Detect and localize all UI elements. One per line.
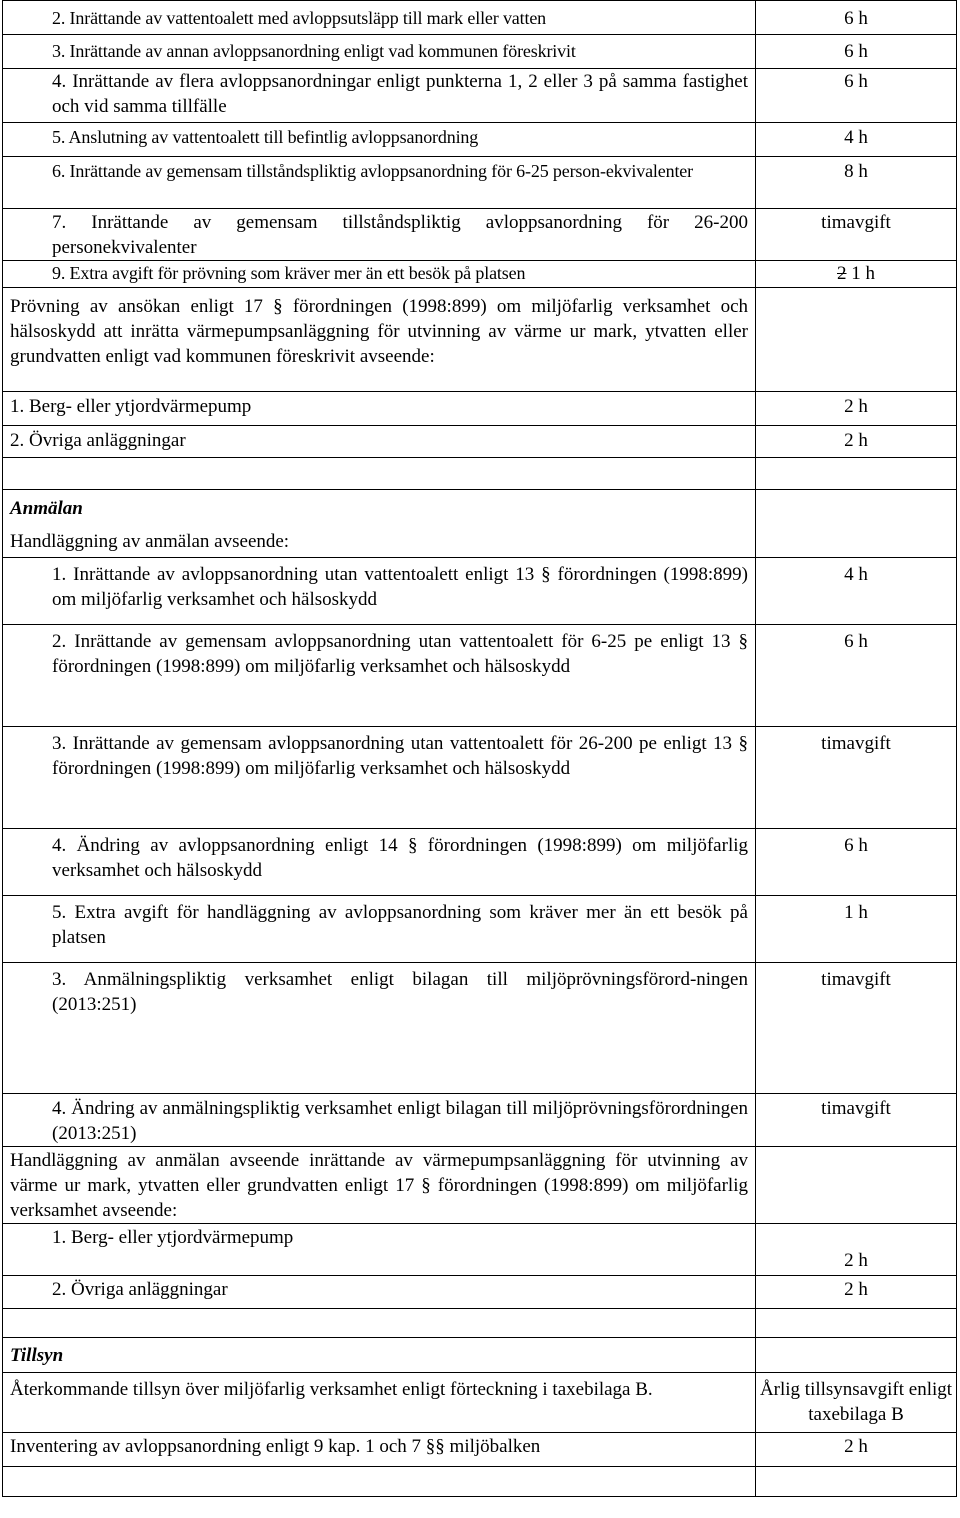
table-row <box>3 261 957 288</box>
row-text: 7. Inrättande av gemensam tillståndspliktig avloppsanordning för 26-200 personekvivalenter <box>3 209 756 261</box>
heat-permit-intro: Prövning av ansökan enligt 17 § förordningen (1998:899) om miljöfarlig verksamhet och hälsoskydd att inrätta värmepumpsanläggning för utvinning av värme ur mark, ytvatten eller grundvatten enligt vad kommunen föreskrivit avseende: <box>3 288 756 392</box>
row-value: 6 h <box>756 35 957 69</box>
row-value: 6 h <box>756 69 957 123</box>
section-subheading: Handläggning av anmälan avseende: <box>10 531 290 552</box>
row-value: Årlig tillsynsavgift enligt taxebilaga B <box>756 1373 957 1433</box>
table-row <box>3 1 957 35</box>
tillsyn-header <box>3 1338 756 1373</box>
struck-value: 2 <box>837 263 847 284</box>
table-row <box>3 426 957 458</box>
table-row <box>3 1147 957 1224</box>
table-row <box>3 1276 957 1309</box>
row-value: 6 h <box>756 1 957 35</box>
table-row <box>3 829 957 896</box>
row-value: 2 h <box>756 426 957 458</box>
row-text: 5. Extra avgift för handläggning av avloppsanordning som kräver mer än ett besök på platsen <box>3 896 756 963</box>
row-text: 9. Extra avgift för prövning som kräver mer än ett besök på platsen <box>3 261 756 288</box>
table-row <box>3 1433 957 1467</box>
row-text: 2. Inrättande av gemensam avloppsanordning utan vattentoalett för 6-25 pe enligt 13 § förordningen (1998:899) om miljöfarlig verksamhet och hälsoskydd <box>3 625 756 727</box>
row-value: 1 h <box>756 896 957 963</box>
row-text: Återkommande tillsyn över miljöfarlig verksamhet enligt förteckning i taxebilaga B. <box>3 1373 756 1433</box>
table-row <box>3 288 957 392</box>
table-row <box>3 458 957 490</box>
table-row <box>3 35 957 69</box>
row-value: timavgift <box>756 1094 957 1147</box>
row-value: 2 h <box>756 1224 957 1276</box>
anmalan-heat-intro: Handläggning av anmälan avseende inrättande av värmepumpsanläggning för utvinning av värme ur mark, ytvatten eller grundvatten enligt 17 § förordningen (1998:899) om miljöfarlig verksamhet avseende: <box>3 1147 756 1224</box>
row-text: 1. Berg- eller ytjordvärmepump <box>3 392 756 426</box>
row-text: 1. Inrättande av avloppsanordning utan vattentoalett enligt 13 § förordningen (1998:899) om miljöfarlig verksamhet och hälsoskydd <box>3 558 756 625</box>
row-value: 2 h <box>756 392 957 426</box>
row-value: 2 h <box>756 1433 957 1467</box>
row-text: 2. Övriga anläggningar <box>3 426 756 458</box>
row-text: 4. Ändring av anmälningspliktig verksamhet enligt bilagan till miljöprövningsförordningen (2013:251) <box>3 1094 756 1147</box>
table-row <box>3 69 957 123</box>
table-row <box>3 392 957 426</box>
row-value: 6 h <box>756 625 957 727</box>
row-value: 2 1 h <box>756 261 957 288</box>
row-text: 3. Inrättande av annan avloppsanordning enligt vad kommunen föreskrivit <box>3 35 756 69</box>
table-row <box>3 1467 957 1497</box>
row-text: 1. Berg- eller ytjordvärmepump <box>3 1224 756 1276</box>
fee-table <box>2 0 957 1497</box>
row-text: 4. Ändring av avloppsanordning enligt 14 § förordningen (1998:899) om miljöfarlig verksamhet och hälsoskydd <box>3 829 756 896</box>
table-row <box>3 1338 957 1373</box>
row-value: 4 h <box>756 123 957 157</box>
table-row <box>3 1224 957 1276</box>
table-row <box>3 1094 957 1147</box>
row-text: 2. Övriga anläggningar <box>3 1276 756 1309</box>
row-text: 5. Anslutning av vattentoalett till befintlig avloppsanordning <box>3 123 756 157</box>
table-row <box>3 727 957 829</box>
table-row <box>3 1309 957 1338</box>
table-row <box>3 209 957 261</box>
table-row <box>3 625 957 727</box>
table-row <box>3 157 957 209</box>
row-value: timavgift <box>756 209 957 261</box>
table-row <box>3 896 957 963</box>
table-row <box>3 963 957 1094</box>
row-text: 6. Inrättande av gemensam tillståndspliktig avloppsanordning för 6-25 person-ekvivalenter <box>3 157 756 209</box>
row-text: 3. Anmälningspliktig verksamhet enligt bilagan till miljöprövningsförord-ningen (2013:251) <box>3 963 756 1094</box>
row-value: 2 h <box>756 1276 957 1309</box>
anmalan-header <box>3 490 756 558</box>
row-text: 2. Inrättande av vattentoalett med avloppsutsläpp till mark eller vatten <box>3 1 756 35</box>
row-value: 6 h <box>756 829 957 896</box>
row-value: timavgift <box>756 963 957 1094</box>
row-value: timavgift <box>756 727 957 829</box>
row-value: 4 h <box>756 558 957 625</box>
table-row <box>3 1373 957 1433</box>
row-text: Inventering av avloppsanordning enligt 9 kap. 1 och 7 §§ miljöbalken <box>3 1433 756 1467</box>
row-text: 3. Inrättande av gemensam avloppsanordning utan vattentoalett för 26-200 pe enligt 13 § förordningen (1998:899) om miljöfarlig verksamhet och hälsoskydd <box>3 727 756 829</box>
row-value: 8 h <box>756 157 957 209</box>
table-row <box>3 490 957 558</box>
section-heading: Anmälan <box>10 498 83 519</box>
row-text: 4. Inrättande av flera avloppsanordningar enligt punkterna 1, 2 eller 3 på samma fastighet och vid samma tillfälle <box>3 69 756 123</box>
table-row <box>3 123 957 157</box>
section-heading: Tillsyn <box>10 1345 64 1366</box>
table-row <box>3 558 957 625</box>
